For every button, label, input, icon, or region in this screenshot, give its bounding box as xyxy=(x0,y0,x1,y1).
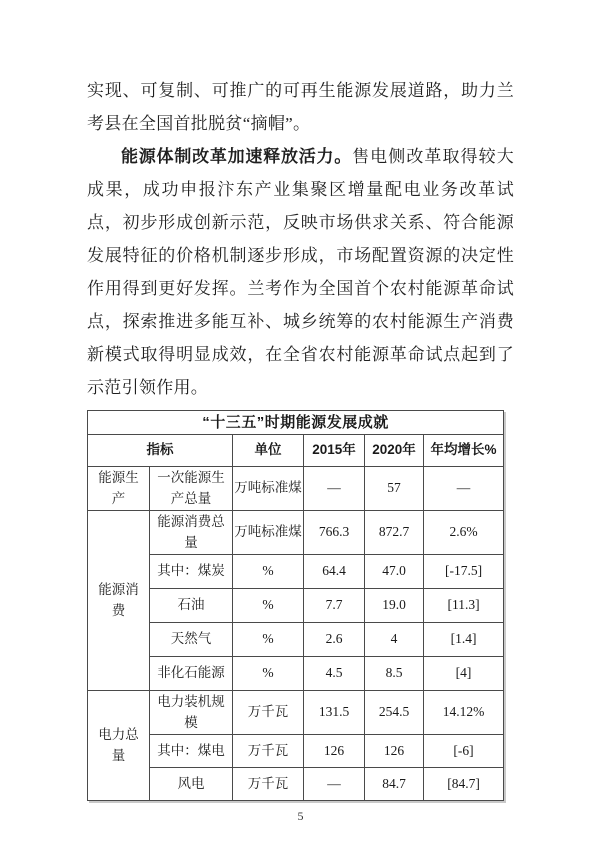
cell-2015: — xyxy=(304,768,365,801)
cell-2015: — xyxy=(304,467,365,511)
cell-growth: [4] xyxy=(424,657,504,691)
cell-unit: 万吨标准煤 xyxy=(233,511,304,555)
cell-indicator: 风电 xyxy=(150,768,233,801)
paragraph-reform-lead: 能源体制改革加速释放活力。 xyxy=(121,147,353,166)
table-title-row xyxy=(88,411,504,435)
table-row xyxy=(88,735,504,768)
cell-indicator: 电力装机规模 xyxy=(150,691,233,735)
cell-2015: 2.6 xyxy=(304,623,365,657)
col-header-2015: 2015年 xyxy=(304,435,365,467)
cell-growth: [-17.5] xyxy=(424,555,504,589)
table-row xyxy=(88,623,504,657)
cell-2020: 57 xyxy=(365,467,424,511)
cell-2020: 254.5 xyxy=(365,691,424,735)
cell-2020: 8.5 xyxy=(365,657,424,691)
cell-unit: 万千瓦 xyxy=(233,691,304,735)
page-content xyxy=(87,74,514,824)
table-row xyxy=(88,691,504,735)
table-row xyxy=(88,768,504,801)
paragraph-continuation: 实现、可复制、可推广的可再生能源发展道路，助力兰考县在全国首批脱贫“摘帽”。 xyxy=(87,81,514,133)
col-header-growth: 年均增长% xyxy=(424,435,504,467)
cell-unit: % xyxy=(233,623,304,657)
cell-indicator: 石油 xyxy=(150,589,233,623)
cell-2020: 84.7 xyxy=(365,768,424,801)
cell-indicator: 其中：煤电 xyxy=(150,735,233,768)
cell-2020: 126 xyxy=(365,735,424,768)
cell-2020: 4 xyxy=(365,623,424,657)
col-header-2020: 2020年 xyxy=(365,435,424,467)
paragraph-reform-body: 售电侧改革取得较大成果，成功申报汴东产业集聚区增量配电业务改革试点，初步形成创新示范，反映市场供求关系、符合能源发展特征的价格机制逐步形成，市场配置资源的决定性作用得到更好发挥。兰考作为全国首个农村能源革命试点，探索推进多能互补、城乡统筹的农村能源生产消费新模式取得明显成效，在全省农村能源革命试点起到了示范引领作用。 xyxy=(87,147,515,397)
table-header-row xyxy=(88,435,504,467)
cell-2015: 64.4 xyxy=(304,555,365,589)
table-row xyxy=(88,511,504,555)
table-row xyxy=(88,589,504,623)
cell-indicator: 能源消费总量 xyxy=(150,511,233,555)
cell-growth: — xyxy=(424,467,504,511)
cell-growth: [11.3] xyxy=(424,589,504,623)
cell-unit: % xyxy=(233,657,304,691)
table-row xyxy=(88,657,504,691)
col-header-unit: 单位 xyxy=(233,435,304,467)
cell-2015: 7.7 xyxy=(304,589,365,623)
page-number: 5 xyxy=(297,809,304,824)
energy-achievements-table xyxy=(87,410,504,801)
cell-2015: 4.5 xyxy=(304,657,365,691)
group-label-power: 电力总量 xyxy=(88,691,150,801)
cell-indicator: 天然气 xyxy=(150,623,233,657)
cell-unit: % xyxy=(233,555,304,589)
cell-2020: 47.0 xyxy=(365,555,424,589)
cell-2015: 131.5 xyxy=(304,691,365,735)
table-title: “十三五”时期能源发展成就 xyxy=(88,411,504,435)
cell-unit: 万千瓦 xyxy=(233,735,304,768)
cell-unit: 万千瓦 xyxy=(233,768,304,801)
cell-growth: 14.12% xyxy=(424,691,504,735)
cell-2015: 126 xyxy=(304,735,365,768)
cell-growth: 2.6% xyxy=(424,511,504,555)
cell-indicator: 其中：煤炭 xyxy=(150,555,233,589)
col-header-indicator: 指标 xyxy=(88,435,233,467)
cell-unit: % xyxy=(233,589,304,623)
cell-indicator: 一次能源生产总量 xyxy=(150,467,233,511)
cell-2015: 766.3 xyxy=(304,511,365,555)
cell-growth: [-6] xyxy=(424,735,504,768)
cell-growth: [1.4] xyxy=(424,623,504,657)
group-label-production: 能源生产 xyxy=(88,467,150,511)
paragraph-reform xyxy=(87,140,514,404)
cell-indicator: 非化石能源 xyxy=(150,657,233,691)
cell-unit: 万吨标准煤 xyxy=(233,467,304,511)
cell-2020: 872.7 xyxy=(365,511,424,555)
table-row xyxy=(88,555,504,589)
cell-growth: [84.7] xyxy=(424,768,504,801)
table-row xyxy=(88,467,504,511)
group-label-consumption: 能源消费 xyxy=(88,511,150,691)
cell-2020: 19.0 xyxy=(365,589,424,623)
